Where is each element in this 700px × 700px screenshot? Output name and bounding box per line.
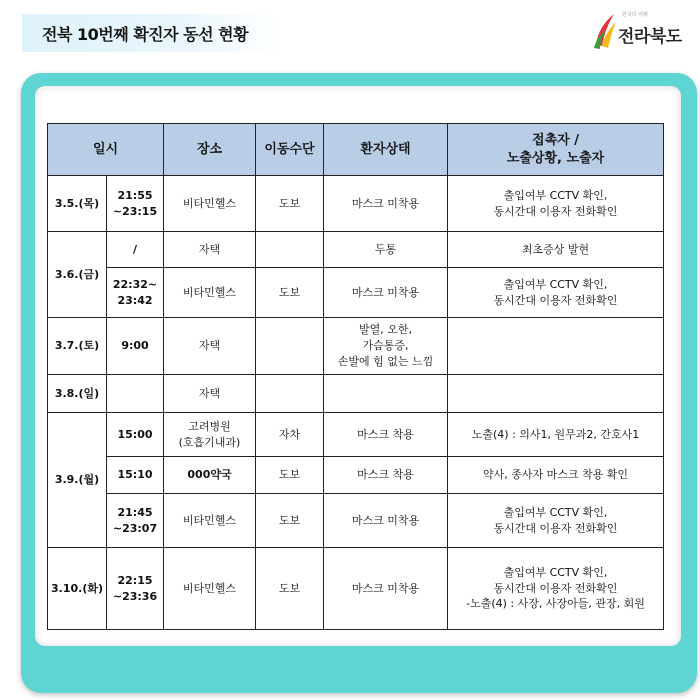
contacts-cell <box>448 494 664 548</box>
time-start: 22:15 <box>117 573 153 587</box>
header-datetime: 일시 <box>48 124 164 176</box>
header-patient-status: 환자상태 <box>324 124 448 176</box>
time-end: ~23:15 <box>112 204 158 218</box>
transport-cell <box>256 318 324 375</box>
transport-cell: 도보 <box>256 494 324 548</box>
contacts-line: 동시간대 이용자 전화확인 <box>493 204 618 218</box>
time-cell <box>107 375 164 413</box>
time-cell: / <box>107 232 164 268</box>
table-row <box>48 494 664 548</box>
status-cell <box>324 375 448 413</box>
time-start: 21:45 <box>117 505 153 519</box>
table-header-row <box>48 124 664 176</box>
time-cell <box>107 494 164 548</box>
status-cell: 마스크 미착용 <box>324 494 448 548</box>
place-cell: 자택 <box>164 375 256 413</box>
contacts-cell <box>448 375 664 413</box>
status-line: 발열, 오한, <box>359 323 412 337</box>
status-line: 가슴통증, <box>362 339 409 353</box>
place-cell: 자택 <box>164 232 256 268</box>
time-start: 22:32~ <box>112 277 158 291</box>
contacts-cell: 약사, 종사자 마스크 착용 확인 <box>448 457 664 494</box>
place-cell: 비타민헬스 <box>164 494 256 548</box>
status-cell: 마스크 착용 <box>324 413 448 457</box>
contacts-line: 출입여부 CCTV 확인, <box>503 565 608 579</box>
time-cell: 15:10 <box>107 457 164 494</box>
date-cell: 3.9.(월) <box>48 413 107 548</box>
contacts-line: 동시간대 이용자 전화확인 <box>493 293 618 307</box>
logo-subtext: 한국의 미래 <box>622 12 648 18</box>
time-end: ~23:07 <box>112 521 158 535</box>
time-start: 21:55 <box>117 188 153 202</box>
table-row <box>48 413 664 457</box>
transport-cell: 도보 <box>256 268 324 318</box>
logo-text: 전라북도 <box>618 27 682 47</box>
contacts-line: 출입여부 CCTV 확인, <box>503 188 608 202</box>
header-contacts <box>448 124 664 176</box>
contacts-cell <box>448 268 664 318</box>
table-row <box>48 457 664 494</box>
table-row <box>48 176 664 232</box>
header-contacts-line2: 노출상황, 노출자 <box>506 150 605 166</box>
time-end: 23:42 <box>117 293 153 307</box>
status-cell <box>324 318 448 375</box>
date-cell: 3.8.(일) <box>48 375 107 413</box>
table-row <box>48 548 664 630</box>
header-place: 장소 <box>164 124 256 176</box>
place-cell: 자택 <box>164 318 256 375</box>
status-line: 손발에 힘 없는 느낌 <box>337 354 434 368</box>
movement-table <box>47 123 664 630</box>
contacts-cell: 최초증상 발현 <box>448 232 664 268</box>
date-cell: 3.6.(금) <box>48 232 107 318</box>
transport-cell: 자차 <box>256 413 324 457</box>
jeonbuk-logo <box>592 10 692 52</box>
time-cell: 15:00 <box>107 413 164 457</box>
place-line: (호흡기내과) <box>178 435 241 449</box>
place-line: 고려병원 <box>188 419 231 433</box>
place-cell: 비타민헬스 <box>164 548 256 630</box>
contacts-line: -노출(4) : 사장, 사장아들, 관장, 회원 <box>466 597 645 611</box>
table-row <box>48 268 664 318</box>
date-cell: 3.7.(토) <box>48 318 107 375</box>
contacts-line: 동시간대 이용자 전화확인 <box>493 521 618 535</box>
contacts-cell <box>448 176 664 232</box>
date-cell: 3.5.(목) <box>48 176 107 232</box>
status-cell: 마스크 미착용 <box>324 548 448 630</box>
time-cell <box>107 176 164 232</box>
contacts-line: 동시간대 이용자 전화확인 <box>493 581 618 595</box>
status-cell: 두통 <box>324 232 448 268</box>
contacts-line: 출입여부 CCTV 확인, <box>503 277 608 291</box>
header-contacts-line1: 접촉자 / <box>532 132 579 148</box>
table-row <box>48 232 664 268</box>
status-cell: 마스크 착용 <box>324 457 448 494</box>
place-cell: 비타민헬스 <box>164 176 256 232</box>
header-transport: 이동수단 <box>256 124 324 176</box>
table-row <box>48 318 664 375</box>
transport-cell: 도보 <box>256 457 324 494</box>
time-cell <box>107 548 164 630</box>
time-cell <box>107 268 164 318</box>
status-cell: 마스크 미착용 <box>324 176 448 232</box>
place-cell: 비타민헬스 <box>164 268 256 318</box>
transport-cell <box>256 375 324 413</box>
transport-cell: 도보 <box>256 548 324 630</box>
place-cell <box>164 413 256 457</box>
transport-cell: 도보 <box>256 176 324 232</box>
date-cell: 3.10.(화) <box>48 548 107 630</box>
table-row <box>48 375 664 413</box>
time-end: ~23:36 <box>112 589 158 603</box>
status-cell: 마스크 미착용 <box>324 268 448 318</box>
transport-cell <box>256 232 324 268</box>
time-cell: 9:00 <box>107 318 164 375</box>
page-title: 전북 10번째 확진자 동선 현황 <box>42 25 249 44</box>
place-cell: 000약국 <box>164 457 256 494</box>
contacts-cell <box>448 548 664 630</box>
contacts-cell <box>448 318 664 375</box>
contacts-line: 출입여부 CCTV 확인, <box>503 505 608 519</box>
jeonbuk-emblem-icon <box>592 10 618 50</box>
contacts-cell: 노출(4) : 의사1, 원무과2, 간호사1 <box>448 413 664 457</box>
